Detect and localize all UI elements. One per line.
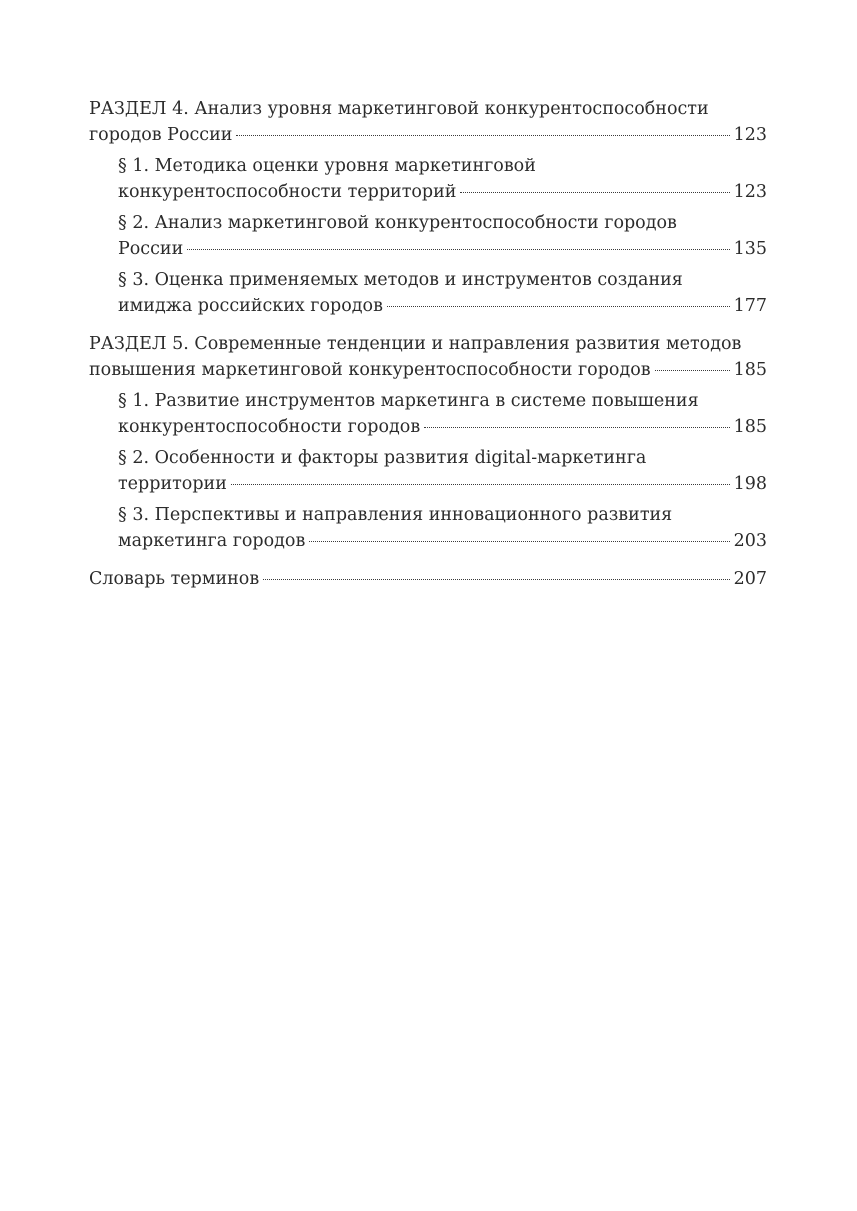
toc-entry-title-line1: § 1. Методика оценки уровня маркетинговой [118, 156, 536, 176]
toc-section-heading[interactable] [89, 96, 767, 148]
toc-section-heading[interactable] [89, 331, 767, 383]
dot-leader [263, 579, 729, 580]
toc-subsection-item[interactable] [89, 210, 767, 262]
toc-page-number: 198 [733, 474, 767, 494]
toc-entry-title-line2: маркетинга городов [118, 531, 306, 551]
toc-entry-title-line2: повышения маркетинговой конкурентоспособности городов [89, 360, 651, 380]
toc-glossary-entry[interactable] [89, 566, 767, 592]
toc-entry-title: Словарь терминов [89, 569, 260, 589]
dot-leader [236, 135, 729, 136]
toc-entry-title-line2: имиджа российских городов [118, 296, 383, 316]
toc-entry-title-line1: § 2. Особенности и факторы развития digital-маркетинга [118, 448, 647, 468]
dot-leader [460, 192, 729, 193]
toc-subsection-item[interactable] [89, 267, 767, 319]
toc-subsection-item[interactable] [89, 502, 767, 554]
dot-leader [231, 484, 730, 485]
toc-page-number: 185 [733, 417, 767, 437]
table-of-contents [89, 96, 767, 597]
toc-page-number: 135 [733, 239, 767, 259]
toc-entry-title-line1: § 3. Перспективы и направления инновационного развития [118, 505, 673, 525]
toc-entry-title-line1: § 2. Анализ маркетинговой конкурентоспособности городов [118, 213, 677, 233]
toc-page-number: 207 [733, 569, 767, 589]
toc-section-5 [89, 331, 767, 554]
toc-page-number: 185 [733, 360, 767, 380]
toc-page-number: 203 [733, 531, 767, 551]
toc-entry-title-line1: РАЗДЕЛ 4. Анализ уровня маркетинговой конкурентоспособности [89, 99, 709, 119]
toc-page-number: 123 [733, 125, 767, 145]
dot-leader [387, 306, 730, 307]
toc-entry-title-line1: РАЗДЕЛ 5. Современные тенденции и направления развития методов [89, 334, 742, 354]
toc-glossary [89, 566, 767, 592]
toc-subsection-item[interactable] [89, 445, 767, 497]
toc-entry-title-line2: конкурентоспособности городов [118, 417, 421, 437]
toc-entry-title-line2: территории [118, 474, 227, 494]
toc-page-number: 177 [733, 296, 767, 316]
toc-entry-title-line1: § 3. Оценка применяемых методов и инструментов создания [118, 270, 683, 290]
toc-page-number: 123 [733, 182, 767, 202]
toc-section-4 [89, 96, 767, 319]
toc-subsection-item[interactable] [89, 388, 767, 440]
toc-entry-title-line2: городов России [89, 125, 233, 145]
toc-entry-title-line2: России [118, 239, 184, 259]
toc-entry-title-line2: конкурентоспособности территорий [118, 182, 457, 202]
dot-leader [187, 249, 729, 250]
dot-leader [309, 541, 729, 542]
toc-subsection-item[interactable] [89, 153, 767, 205]
dot-leader [424, 427, 729, 428]
toc-entry-title-line1: § 1. Развитие инструментов маркетинга в системе повышения [118, 391, 699, 411]
dot-leader [655, 370, 730, 371]
